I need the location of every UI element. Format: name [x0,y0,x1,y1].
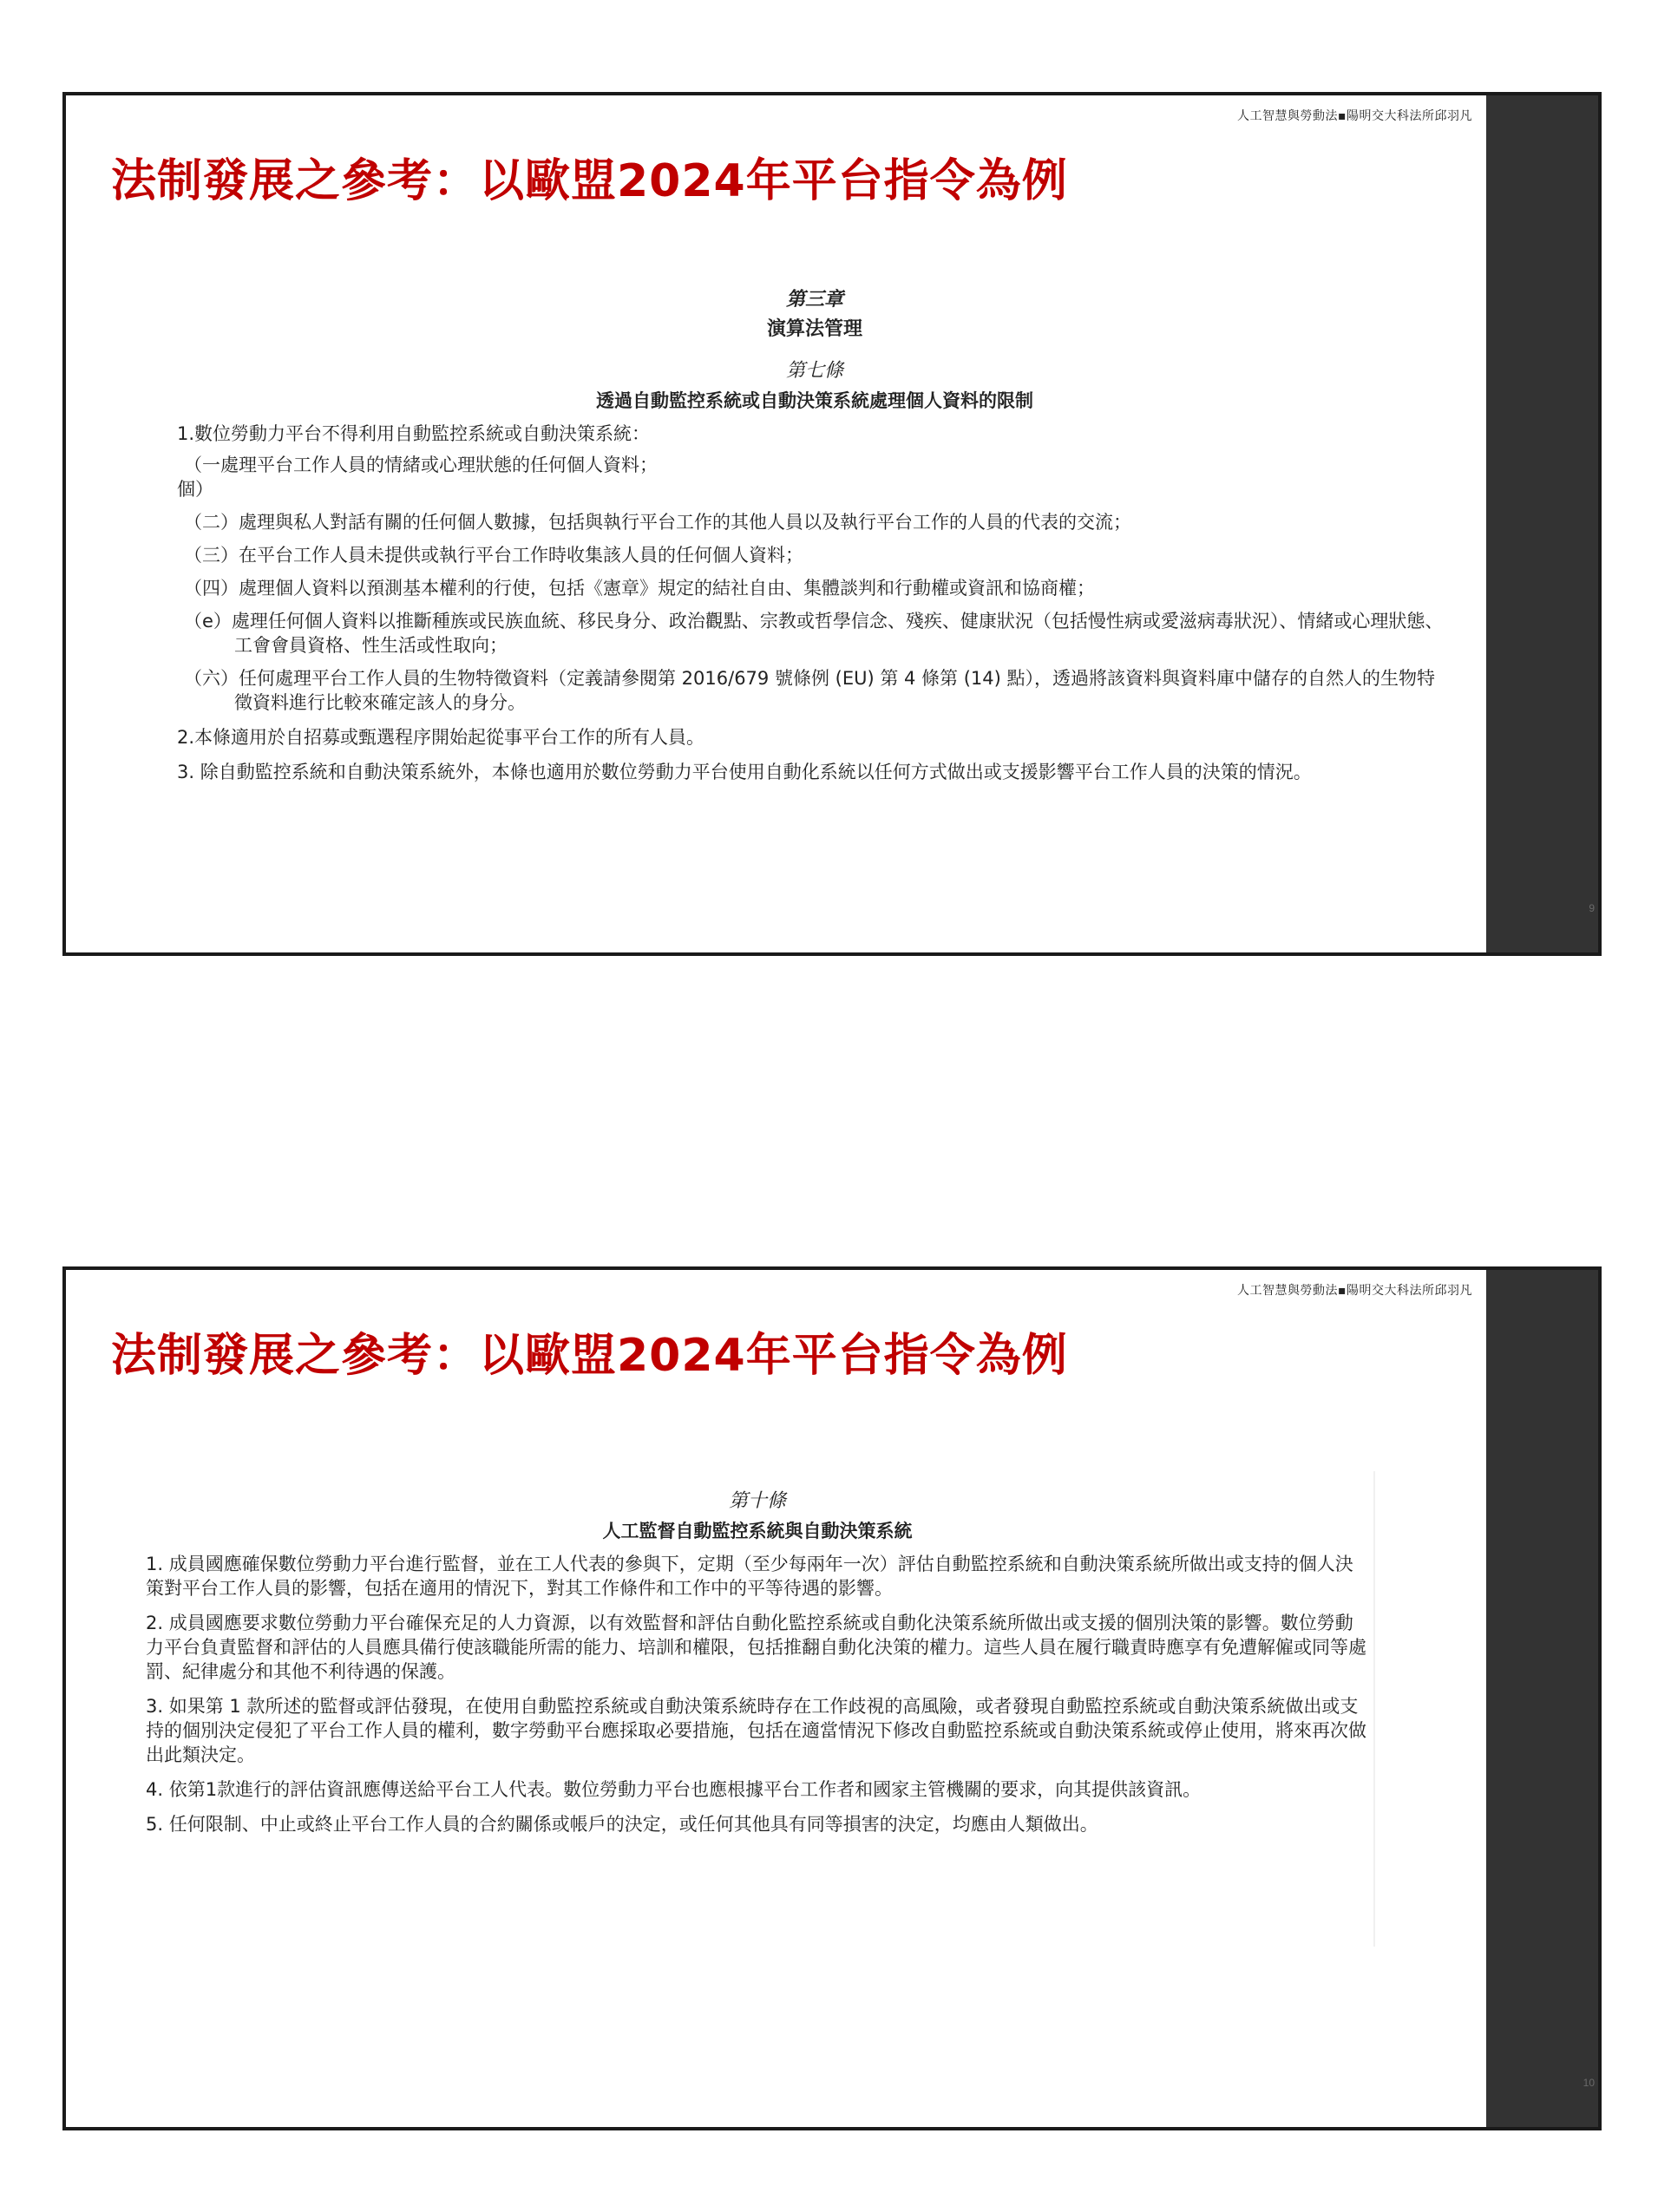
subparagraph-2: （二）處理與私人對話有關的任何個人數據，包括與執行平台工作的其他人員以及執行平台工作的人員的代表的交流； [184,512,1131,533]
subparagraph-1-line: （一處理平台工作人員的情緒或心理狀態的任何個人資料； [184,455,658,475]
chapter-heading: 第三章 [785,289,843,311]
article-title: 人工監督自動監控系統與自動決策系統 [602,1521,913,1541]
header-tag: 人工智慧與勞動法▪陽明交大科法所邱羽凡 [1237,1284,1472,1298]
subparagraph-6: （六）任何處理平台工作人員的生物特徵資料（定義請參閱第 2016/679 號條例 (EU) 第 4 條第 (14) 點），透過將該資料與資料庫中儲存的自然人的生物特徵資料進行比較來確定該人的身分。 [184,668,1435,713]
paragraph-2: 2.本條適用於自招募或甄選程序開始起從事平台工作的所有人員。 [177,727,705,748]
slide-sidebar [1486,1270,1598,2127]
paragraph-4: 4. 依第1款進行的評估資訊應傳送給平台工人代表。數位勞動力平台也應根據平台工作者和國家主管機關的要求，向其提供該資訊。 [146,1779,1202,1800]
slide-9 [62,92,1602,956]
subparagraph-3: （三）在平台工作人員未提供或執行平台工作時收集該人員的任何個人資料； [184,545,803,566]
paragraph-3: 3. 如果第 1 款所述的監督或評估發現，在使用自動監控系統或自動決策系統時存在工作歧視的高風險，或者發現自動監控系統或自動決策系統做出或支持的個別決定侵犯了平台工作人員的權利，數字勞動平台應採取必要措施，包括在適當情況下修改自動監控系統或自動決策系統或停止使用，將來再次做出此類決定。 [146,1696,1366,1765]
subparagraph-5: （e）處理任何個人資料以推斷種族或民族血統、移民身分、政治觀點、宗教或哲學信念、殘疾、健康狀況（包括慢性病或愛滋病毒狀況）、情緒或心理狀態、工會會員資格、性生活或性取向； [184,611,1444,656]
paragraph-1: 1.數位勞動力平台不得利用自動監控系統或自動決策系統： [177,423,651,444]
subparagraph-4: （四）處理個人資料以預測基本權利的行使，包括《憲章》規定的結社自由、集體談判和行動權或資訊和協商權； [184,578,1095,599]
paragraph-2: 2. 成員國應要求數位勞動力平台確保充足的人力資源，以有效監督和評估自動化監控系統或自動化決策系統所做出或支援的個別決策的影響。數位勞動力平台負責監督和評估的人員應具備行使該職能所需的能力、培訓和權限，包括推翻自動化決策的權力。這些人員在履行職責時應享有免遭解僱或同等處罰、紀律處分和其他不利待遇的保護。 [146,1613,1366,1682]
slide-title: 法制發展之參考：以歐盟2024年平台指令為例 [111,1330,1068,1382]
slide-10 [62,1266,1602,2130]
header-tag: 人工智慧與勞動法▪陽明交大科法所邱羽凡 [1237,109,1472,123]
law-text-article-10 [146,1489,1369,1836]
article-title: 透過自動監控系統或自動決策系統處理個人資料的限制 [596,390,1033,411]
chapter-title: 演算法管理 [766,318,862,340]
page-number: 10 [1583,2077,1595,2089]
slide-sidebar [1486,95,1598,952]
paragraph-5: 5. 任何限制、中止或終止平台工作人員的合約關係或帳戶的決定，或任何其他具有同等損害的決定，均應由人類做出。 [146,1814,1098,1835]
article-heading: 第七條 [785,360,843,382]
subparagraph-1 [177,453,1452,501]
paragraph-3: 3. 除自動監控系統和自動決策系統外，本條也適用於數位勞動力平台使用自動化系統以任何方式做出或支援影響平台工作人員的決策的情況。 [177,762,1312,782]
subparagraph-1-continuation: 個） [177,479,213,500]
paragraph-1: 1. 成員國應確保數位勞動力平台進行監督，並在工人代表的參與下，定期（至少每兩年一次）評估自動監控系統和自動決策系統所做出或支持的個人決策對平台工作人員的影響，包括在適用的情況下，對其工作條件和工作中的平等待遇的影響。 [146,1554,1353,1599]
slide-title: 法制發展之參考：以歐盟2024年平台指令為例 [111,155,1068,207]
page-number: 9 [1589,902,1595,914]
article-heading: 第十條 [728,1490,786,1512]
law-text-article-7 [177,288,1452,784]
